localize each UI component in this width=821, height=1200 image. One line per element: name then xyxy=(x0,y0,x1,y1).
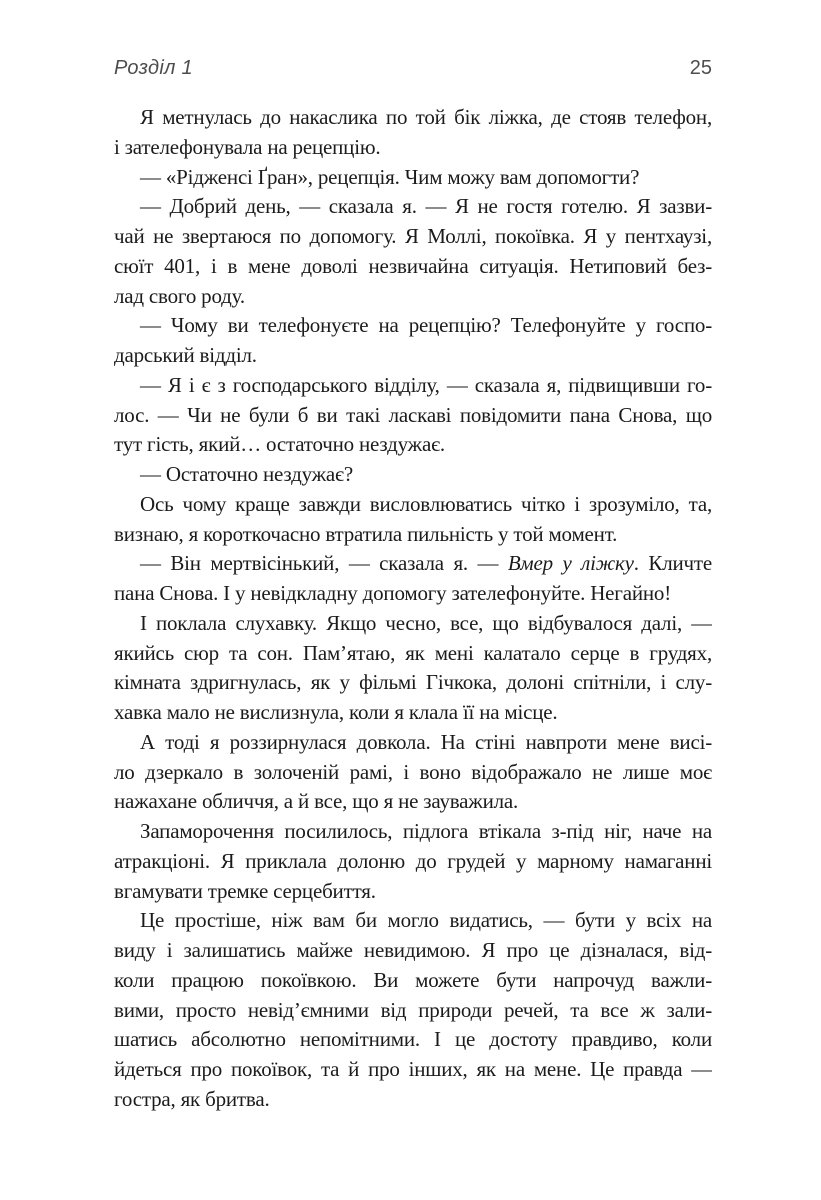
text-line xyxy=(114,282,712,312)
text-segment: коли працюю покоївкою. Ви можете бути напрочуд важли- xyxy=(114,967,712,992)
text-segment: шатись абсолютно непомітними. І це достоту правдиво, коли xyxy=(114,1027,712,1052)
text-segment: атракціоні. Я приклала долоню до грудей у марному намаганні xyxy=(114,848,712,873)
text-line xyxy=(114,192,712,222)
text-segment: — Чому ви телефонуєте на рецепцію? Телефонуйте у госпо- xyxy=(140,313,712,338)
text-line xyxy=(114,817,712,847)
text-line xyxy=(114,103,712,133)
text-segment: — Він мертвісінький, — сказала я. — xyxy=(140,551,508,576)
text-segment: вгамувати тремке серцебиття. xyxy=(114,878,376,903)
text-line xyxy=(114,222,712,252)
text-segment: сюїт 401, і в мене доволі незвичайна ситуація. Нетиповий без- xyxy=(114,253,712,278)
chapter-label: Розділ 1 xyxy=(114,57,193,79)
text-line xyxy=(114,252,712,282)
text-line xyxy=(114,133,712,163)
text-line xyxy=(114,936,712,966)
italic-text-segment: Вмер у ліжку xyxy=(507,551,634,576)
text-segment: виду і залишатись майже невидимою. Я про це дізналася, від- xyxy=(114,938,712,962)
text-segment: чай не звертаюся по допомогу. Я Моллі, покоївка. Я у пентхаузі, xyxy=(114,224,712,248)
text-segment: визнаю, я короткочасно втратила пильність у той момент. xyxy=(114,521,618,546)
text-line xyxy=(114,877,712,907)
text-segment: Це простіше, ніж вам би могло видатись, — бути у всіх на xyxy=(140,908,712,933)
page-number: 25 xyxy=(689,57,712,79)
text-line xyxy=(114,1025,712,1055)
text-segment: якийсь сюр та сон. Пам’ятаю, як мені калатало серце в грудях, xyxy=(114,640,712,665)
text-segment: йдеться про покоївок, та й про інших, як на мене. Це правда — xyxy=(114,1057,712,1081)
text-segment: . Кличте xyxy=(633,551,712,576)
text-line xyxy=(114,163,712,193)
text-line xyxy=(114,758,712,788)
text-line xyxy=(114,341,712,371)
text-line xyxy=(114,460,712,490)
text-line xyxy=(114,311,712,341)
text-segment: — Остаточно нездужає? xyxy=(140,462,353,486)
text-line xyxy=(114,906,712,936)
text-segment: Ось чому краще завжди висловлюватись чітко і зрозуміло, та, xyxy=(140,491,712,516)
text-line xyxy=(114,609,712,639)
text-line xyxy=(114,966,712,996)
text-line xyxy=(114,787,712,817)
text-segment: тут гість, який… остаточно нездужає. xyxy=(114,432,445,457)
text-line xyxy=(114,698,712,728)
text-segment: нажахане обличчя, а й все, що я не зауважила. xyxy=(114,789,519,814)
text-line xyxy=(114,668,712,698)
text-line xyxy=(114,371,712,401)
text-segment: дарський відділ. xyxy=(114,343,257,367)
text-line xyxy=(114,490,712,520)
text-segment: — «Рідженсі Ґран», рецепція. Чим можу вам допомогти? xyxy=(140,164,640,189)
text-segment: Я метнулась до накаслика по той бік ліжка, де стояв телефон, xyxy=(140,105,712,129)
text-segment: — Я і є з господарського відділу, — сказала я, підвищивши го- xyxy=(140,372,712,397)
text-segment: лад свого роду. xyxy=(114,283,245,308)
text-segment: Запаморочення посилилось, підлога втікала з-під ніг, наче на xyxy=(140,819,712,843)
text-segment: і зателефонувала на рецепцію. xyxy=(114,134,381,159)
text-line xyxy=(114,430,712,460)
text-segment: кімната здригнулась, як у фільмі Гічкока, долоні спітніли, і слу- xyxy=(114,670,712,695)
text-line xyxy=(114,520,712,550)
text-line xyxy=(114,996,712,1026)
text-segment: — Добрий день, — сказала я. — Я не гостя готелю. Я зазви- xyxy=(140,194,712,219)
text-segment: хавка мало не вислизнула, коли я клала її на місце. xyxy=(114,700,558,724)
text-segment: лос. — Чи не були б ви такі ласкаві повідомити пана Снова, що xyxy=(114,402,712,427)
text-line xyxy=(114,1055,712,1085)
text-block xyxy=(114,103,712,1115)
text-line xyxy=(114,847,712,877)
text-segment: А тоді я роззирнулася довкола. На стіні навпроти мене висі- xyxy=(140,729,712,754)
text-segment: пана Снова. І у невідкладну допомогу зателефонуйте. Негайно! xyxy=(114,581,672,605)
text-segment: ло дзеркало в золоченій рамі, і воно відображало не лише моє xyxy=(114,759,712,784)
running-header xyxy=(114,57,712,80)
text-line xyxy=(114,639,712,669)
text-line xyxy=(114,549,712,579)
text-segment: вими, просто невід’ємними від природи речей, та все ж зали- xyxy=(114,997,712,1022)
text-line xyxy=(114,579,712,609)
text-line xyxy=(114,1085,712,1115)
text-line xyxy=(114,401,712,431)
text-line xyxy=(114,728,712,758)
text-segment: гостра, як бритва. xyxy=(114,1086,270,1111)
text-segment: І поклала слухавку. Якщо чесно, все, що відбувалося далі, — xyxy=(140,610,712,635)
